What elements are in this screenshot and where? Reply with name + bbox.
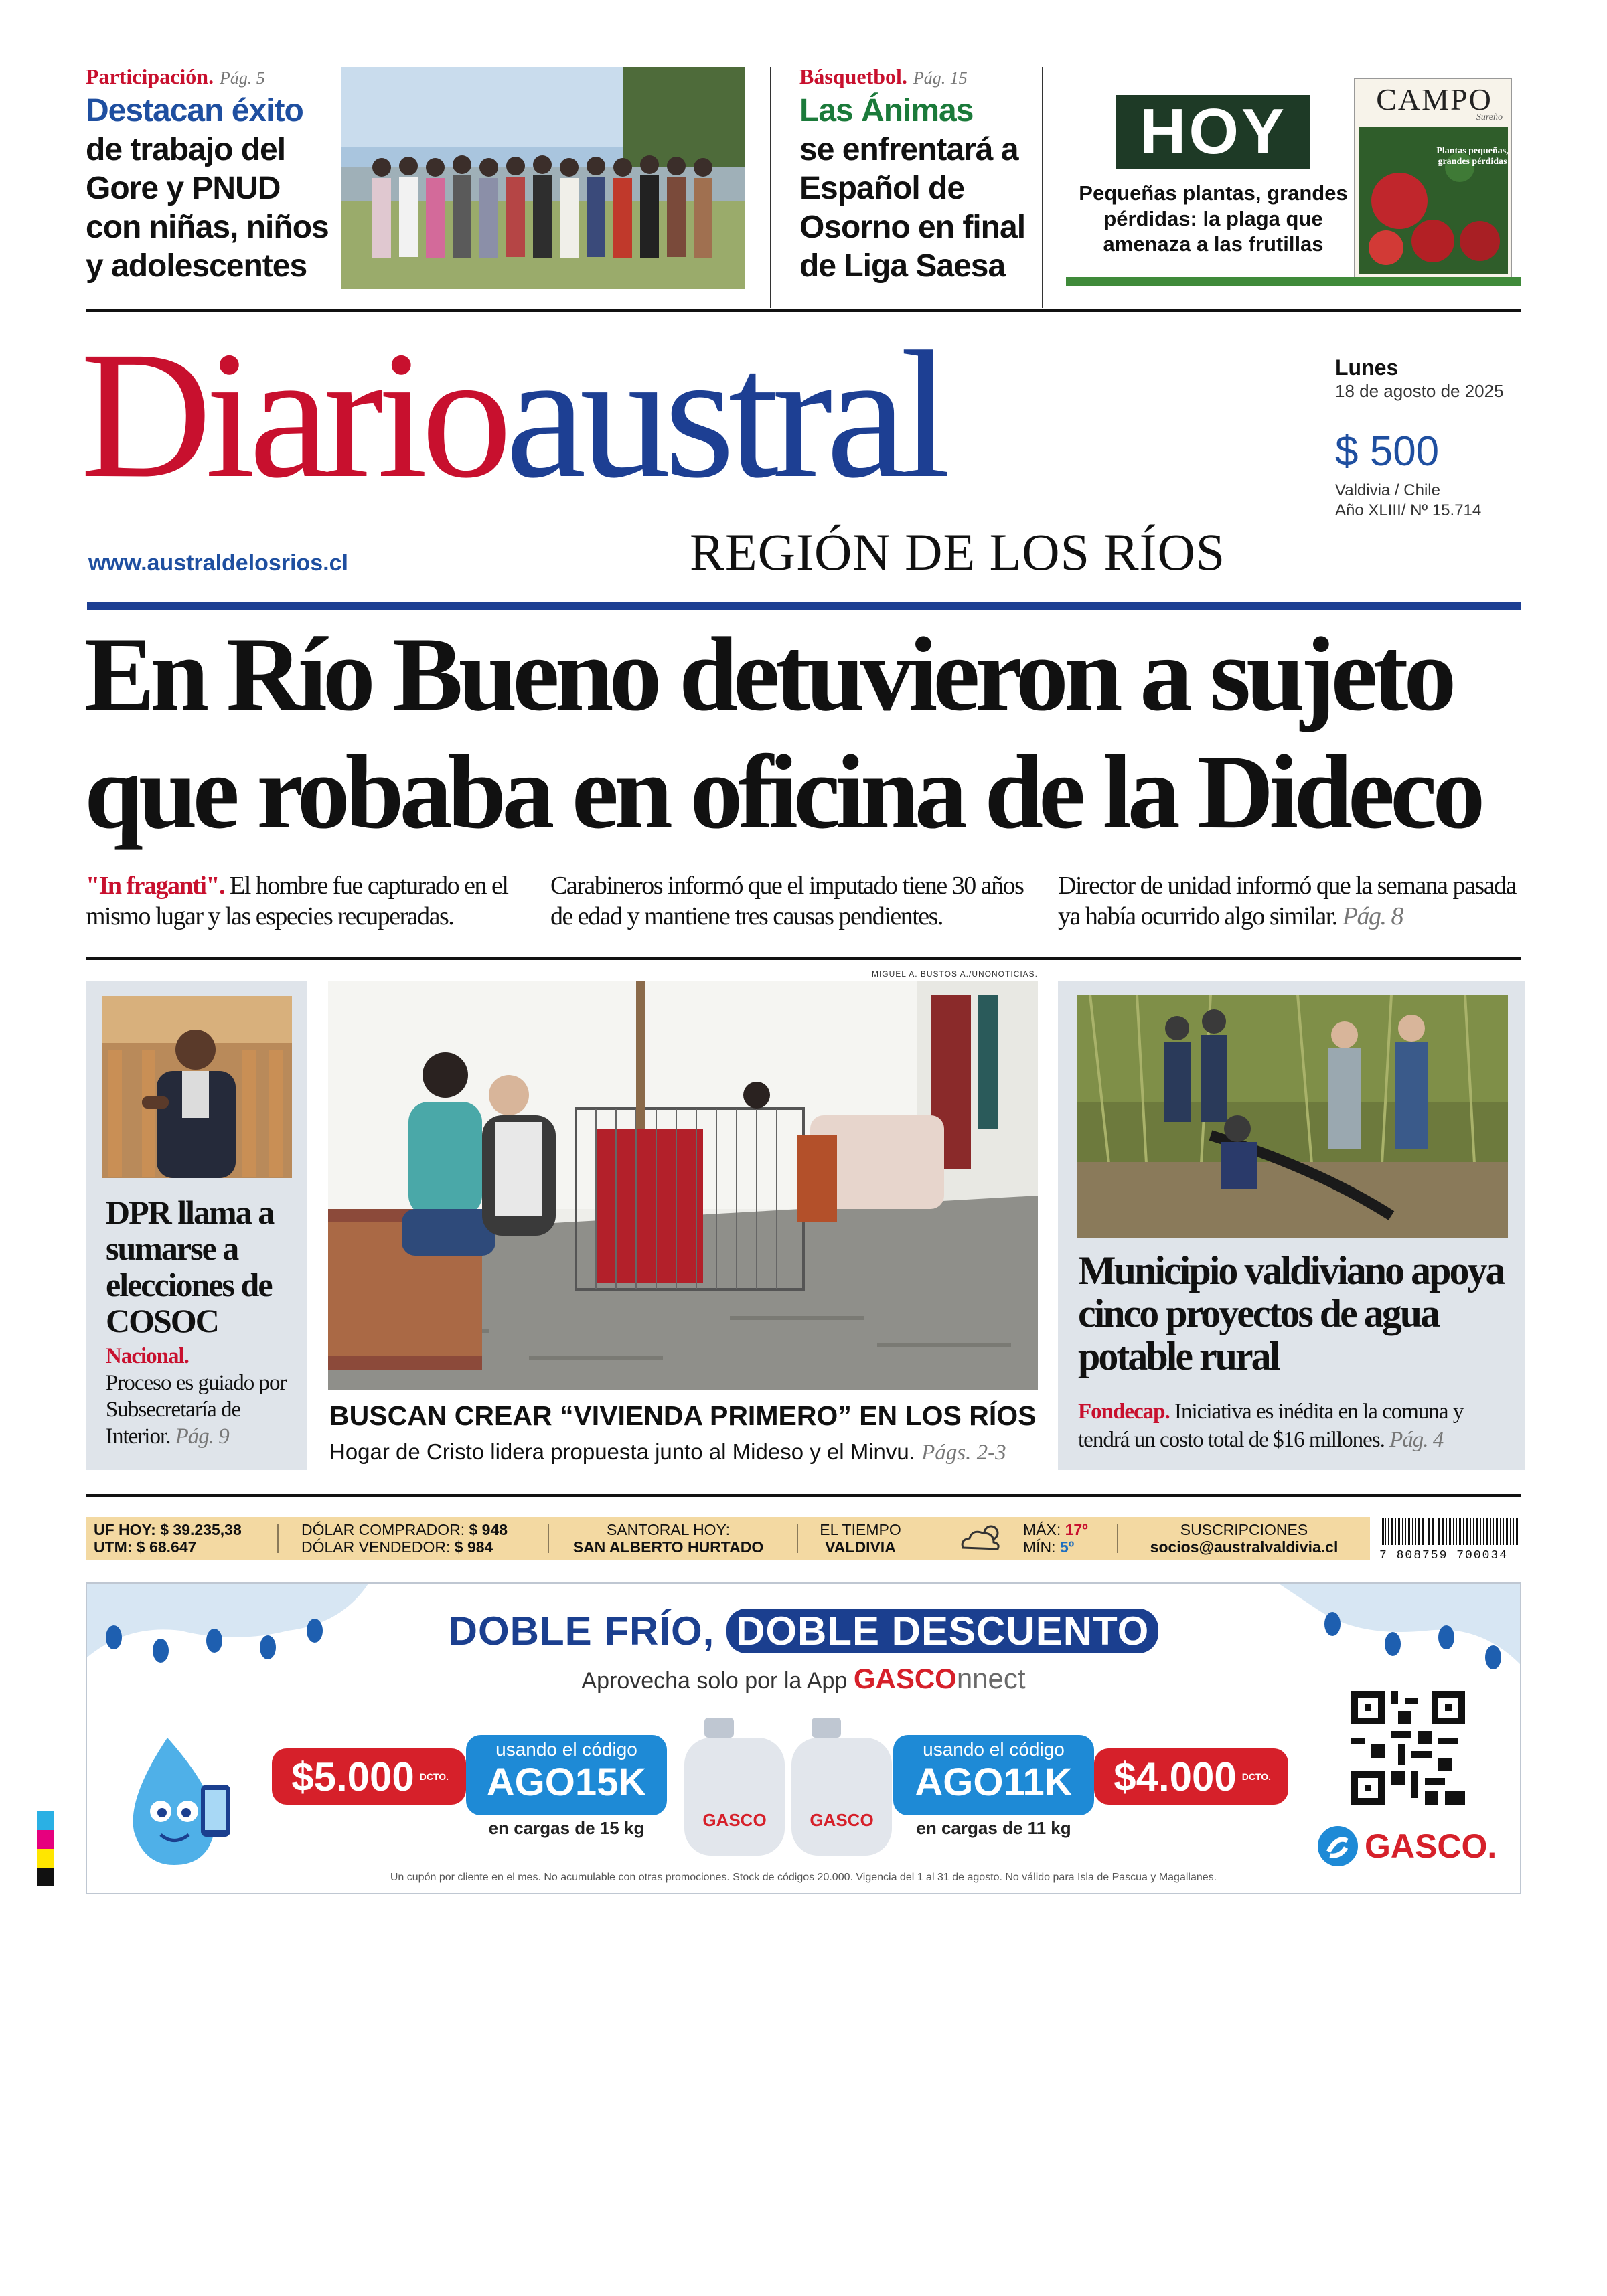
teaser-participacion-photo[interactable] — [341, 67, 745, 289]
offer1-amount-pill — [272, 1748, 466, 1805]
gas-tanks-icon — [678, 1718, 919, 1858]
main-deck-text: El hombre fue capturado en el mismo lugar y las especies recuperadas. — [86, 872, 508, 930]
center-story-page: Págs. 2-3 — [921, 1441, 1006, 1465]
offer2-amount: $4.000 — [1114, 1754, 1237, 1799]
left-story-headline: DPR llama a sumarse a elecciones de COSOC — [106, 1194, 274, 1339]
info-divider — [548, 1524, 549, 1553]
info-divider — [277, 1524, 279, 1553]
max-value: 17º — [1065, 1521, 1088, 1538]
supplement-title: CAMPO — [1376, 82, 1493, 116]
min-label: MÍN: — [1023, 1538, 1056, 1556]
offer2-code: AGO11K — [915, 1760, 1073, 1804]
teaser-headline: Destacan éxito — [86, 93, 303, 129]
teaser-kicker: Básquetbol. — [799, 64, 907, 88]
masthead-price: $ 500 — [1335, 428, 1440, 475]
left-story-text: Proceso es guiado por Subsecretaría de Interior. — [106, 1371, 287, 1449]
info-divider — [797, 1524, 798, 1553]
teaser-basquetbol[interactable] — [799, 63, 1041, 297]
ad-subtitle-text: Aprovecha solo por la App — [581, 1668, 848, 1694]
offer1-note: en cargas de 15 kg — [488, 1818, 645, 1838]
info-divider — [1117, 1524, 1118, 1553]
offer1-code-pill — [466, 1735, 667, 1815]
main-rule — [86, 957, 1521, 960]
utm-label: UTM: — [94, 1538, 133, 1556]
tiempo-city: VALDIVIA — [825, 1538, 896, 1556]
barcode-number: 7 808759 700034 — [1379, 1549, 1509, 1562]
supplement-cover[interactable] — [1354, 78, 1512, 278]
right-story-deck — [1078, 1398, 1513, 1454]
info-santoral — [554, 1517, 782, 1560]
right-story-text: Iniciativa es inédita en la comuna y tendrá un costo total de $16 millones. — [1078, 1400, 1464, 1452]
top-rule — [86, 309, 1521, 312]
main-headline-line1: En Río Bueno detuvieron a sujeto — [84, 616, 1452, 733]
main-deck-col3 — [1058, 870, 1527, 932]
right-story-photo[interactable] — [1077, 995, 1508, 1238]
main-deck-kicker: "In fraganti". — [86, 872, 224, 900]
ad-title — [87, 1608, 1520, 1654]
dolar-comprador-value: $ 948 — [469, 1521, 508, 1538]
center-story-text: Hogar de Cristo lidera propuesta junto al Mideso y el Minvu. — [329, 1439, 915, 1464]
ad-app-name-a: GASCO — [853, 1663, 957, 1694]
offer2-code-label: usando el código — [923, 1739, 1065, 1760]
masthead-date: 18 de agosto de 2025 — [1335, 381, 1504, 401]
gasco-logo-icon — [1316, 1825, 1359, 1868]
main-headline[interactable] — [84, 616, 1531, 851]
ad-app-name-b: nnect — [956, 1663, 1026, 1694]
masthead-region: REGIÓN DE LOS RÍOS — [690, 523, 1226, 581]
right-story-kicker: Fondecap. — [1078, 1400, 1170, 1424]
supplement-subtitle: Sureño — [1476, 112, 1503, 122]
ad-title-part1: DOBLE FRÍO, — [448, 1609, 715, 1653]
info-top-rule — [86, 1494, 1521, 1497]
main-deck-page: Pág. 8 — [1342, 902, 1403, 930]
masthead-meta — [1335, 355, 1523, 521]
masthead-logo[interactable] — [80, 315, 944, 515]
supplement-cover-text: Plantas pequeñas, grandes pérdidas — [1436, 146, 1509, 167]
offer2-note: en cargas de 11 kg — [916, 1818, 1071, 1838]
weather-cloud-icon — [956, 1524, 1007, 1553]
info-subs[interactable] — [1124, 1517, 1365, 1560]
masthead-name-part2: austral — [505, 314, 944, 515]
offer2-dcto: DCTO. — [1241, 1771, 1272, 1782]
offer1-dcto: DCTO. — [419, 1771, 449, 1782]
dolar-vendedor-label: DÓLAR VENDEDOR: — [301, 1538, 451, 1556]
hoy-underline — [1066, 277, 1521, 286]
masthead-name-part1: Diario — [80, 314, 506, 515]
santoral-value: SAN ALBERTO HURTADO — [572, 1538, 764, 1556]
offer1-amount: $5.000 — [291, 1754, 414, 1799]
teaser-hoy[interactable] — [1066, 74, 1521, 295]
center-photo-credit: MIGUEL A. BUSTOS A./UNONOTICIAS. — [871, 969, 1038, 979]
masthead-city: Valdivia / Chile — [1335, 481, 1440, 499]
teaser-headline: Las Ánimas — [799, 93, 974, 129]
gasco-logo[interactable] — [1316, 1825, 1497, 1868]
left-story-kicker: Nacional. — [106, 1344, 189, 1368]
main-deck-text: Director de unidad informó que la semana pasada ya había ocurrido algo similar. — [1058, 872, 1516, 930]
masthead-rule — [87, 602, 1521, 610]
offer2-code-pill — [893, 1735, 1094, 1815]
offer1-code-label: usando el código — [495, 1739, 637, 1760]
main-deck-col1 — [86, 870, 541, 932]
teaser-body: de trabajo del Gore y PNUD con niñas, niños y adolescentes — [86, 132, 329, 284]
masthead-website[interactable]: www.australdelosrios.cl — [88, 550, 348, 576]
dolar-vendedor-value: $ 984 — [454, 1538, 493, 1556]
uf-label: UF HOY: — [94, 1521, 156, 1538]
main-headline-line2: que robaba en oficina de la Dideco — [84, 734, 1481, 851]
ad-disclaimer: Un cupón por cliente en el mes. No acumulable con otras promociones. Stock de códigos 20.000. Vigencia del 1 al 31 de agosto. No válido para Isla de Pascua y Magallanes. — [390, 1872, 1217, 1883]
info-temps — [1023, 1517, 1110, 1560]
info-dolar — [301, 1517, 542, 1560]
center-story-photo[interactable] — [328, 981, 1038, 1390]
teaser-page: Pág. 5 — [219, 68, 265, 88]
uf-value: $ 39.235,38 — [160, 1521, 242, 1538]
santoral-label: SANTORAL HOY: — [606, 1521, 731, 1538]
subs-email[interactable]: socios@australvaldivia.cl — [1150, 1538, 1338, 1556]
right-story-page: Pág. 4 — [1389, 1428, 1444, 1452]
teaser-body: se enfrentará a Español de Osorno en final de Liga Saesa — [799, 132, 1026, 284]
right-story-box[interactable] — [1058, 981, 1525, 1470]
teaser-page: Pág. 15 — [913, 68, 968, 88]
left-story-deck — [106, 1343, 300, 1450]
gas-drop-mascot-icon — [107, 1731, 234, 1872]
ad-subtitle — [87, 1663, 1520, 1695]
offer1-code: AGO15K — [486, 1760, 647, 1804]
info-tiempo — [804, 1517, 917, 1560]
info-uf — [94, 1517, 301, 1560]
dolar-comprador-label: DÓLAR COMPRADOR: — [301, 1521, 465, 1538]
tiempo-label: EL TIEMPO — [820, 1521, 901, 1538]
teaser-kicker: Participación. — [86, 64, 214, 88]
teaser-divider — [1042, 67, 1043, 308]
gasco-brand: GASCO. — [1365, 1827, 1497, 1865]
min-value: 5º — [1059, 1538, 1075, 1556]
teaser-divider — [770, 67, 771, 308]
left-story-photo[interactable] — [102, 996, 292, 1178]
gasco-ad[interactable] — [86, 1582, 1521, 1894]
hoy-badge: HOY — [1116, 95, 1310, 169]
center-story-deck — [329, 1438, 1053, 1467]
offer2-amount-pill — [1094, 1748, 1288, 1805]
teaser-participacion[interactable] — [86, 63, 340, 297]
max-label: MÁX: — [1023, 1521, 1061, 1538]
hoy-text: Pequeñas plantas, grandes pérdidas: la plaga que amenaza a las frutillas — [1079, 181, 1348, 256]
tank-label-right: GASCO — [810, 1810, 874, 1830]
subs-label: SUSCRIPCIONES — [1180, 1521, 1308, 1538]
ad-title-part2: DOBLE DESCUENTO — [726, 1609, 1158, 1653]
right-story-headline: Municipio valdiviano apoya cinco proyectos de agua potable rural — [1078, 1248, 1504, 1378]
tank-label-left: GASCO — [702, 1810, 767, 1830]
main-deck-col2: Carabineros informó que el imputado tiene 30 años de edad y mantiene tres causas pendientes. — [550, 872, 1024, 930]
center-story-headline[interactable]: BUSCAN CREAR “VIVIENDA PRIMERO” EN LOS RÍOS — [329, 1400, 1037, 1431]
left-story-box[interactable] — [86, 981, 307, 1470]
registration-marks — [37, 1811, 54, 1886]
barcode — [1379, 1518, 1521, 1561]
left-story-page: Pág. 9 — [175, 1424, 229, 1449]
masthead-issue: Año XLIII/ Nº 15.714 — [1335, 501, 1482, 519]
masthead-day: Lunes — [1335, 355, 1399, 380]
qr-code-icon[interactable] — [1351, 1691, 1465, 1805]
utm-value: $ 68.647 — [136, 1538, 197, 1556]
info-bar — [86, 1517, 1370, 1560]
